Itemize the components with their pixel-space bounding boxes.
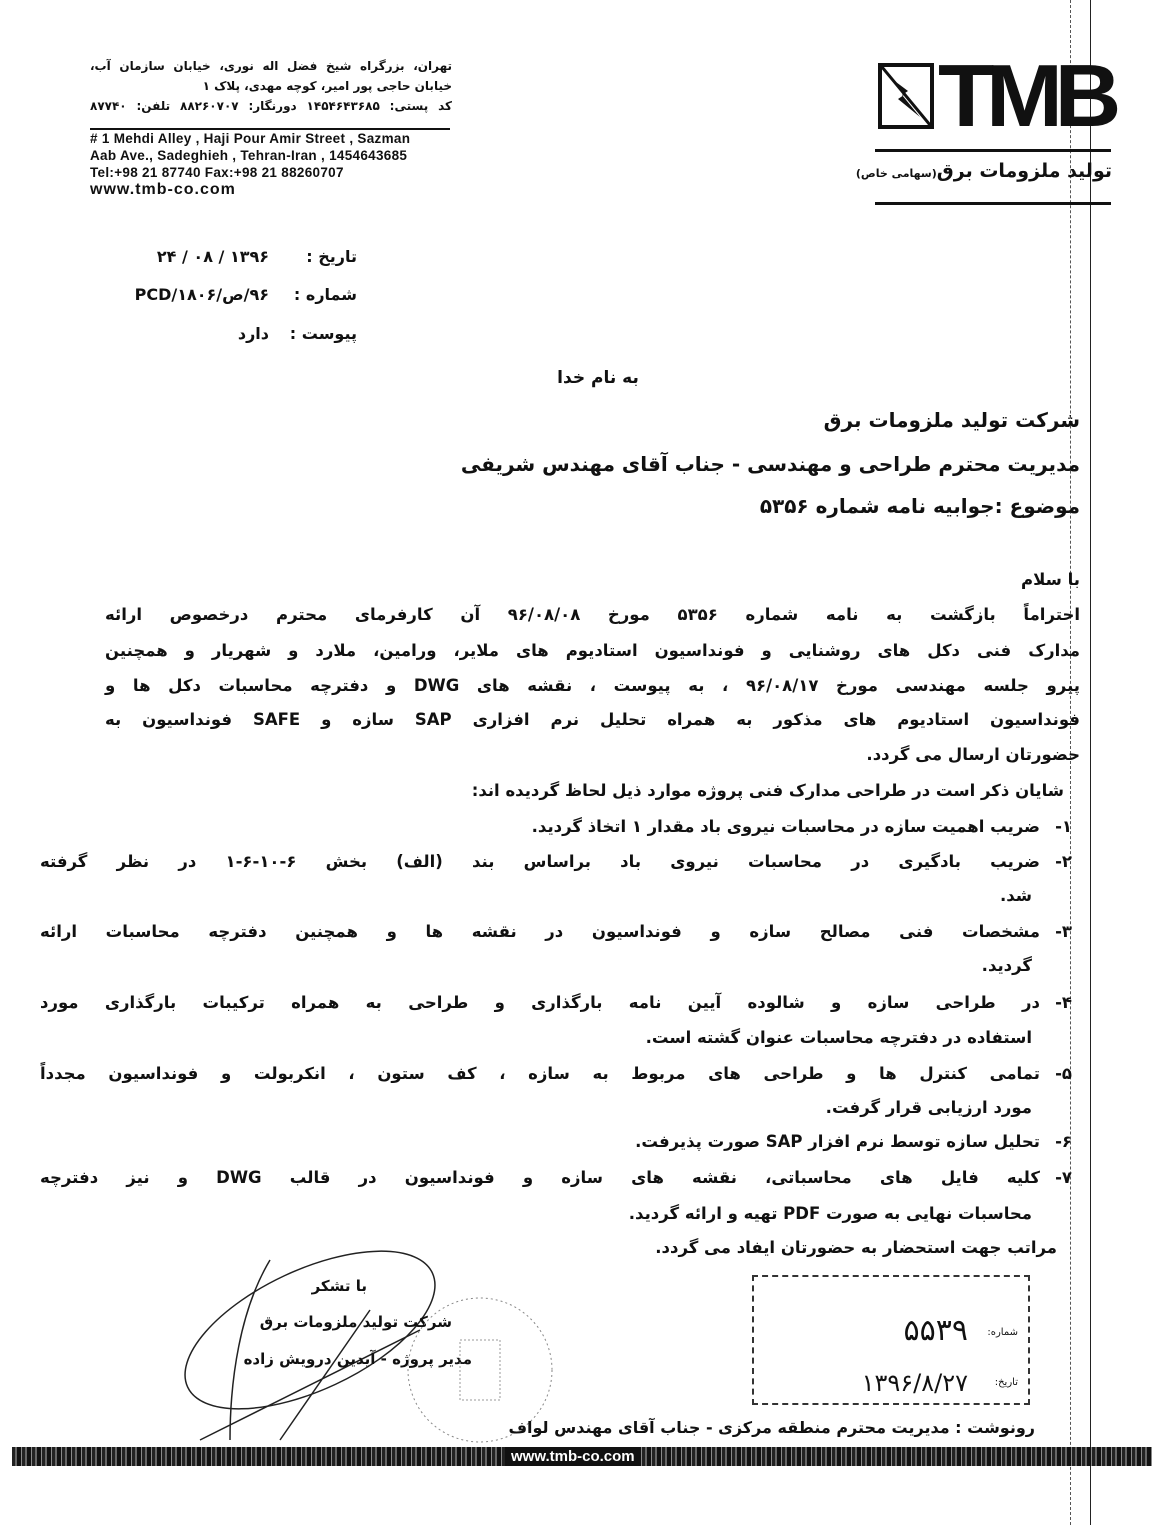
item-line: کلیه فایل های محاسباتی، نقشه های سازه و فونداسیون در قالب DWG و نیز دفترچه [40, 1168, 1040, 1187]
number-row [135, 285, 357, 304]
company-name-text: تولید ملزومات برق [936, 160, 1112, 182]
recipient-company: شرکت تولید ملزومات برق [823, 408, 1080, 432]
item-number: ۱- [1055, 817, 1072, 836]
contact-line: Tel:+98 21 87740 Fax:+98 21 88260707 [90, 165, 344, 180]
subject: موضوع :جوابیه نامه شماره ۵۳۵۶ [759, 494, 1080, 518]
company-logo: TMB [938, 46, 1113, 145]
address-line: کد پستی: ۱۴۵۴۶۴۳۶۸۵ دورنگار: ۸۸۲۶۰۷۰۷ تلفن: ۸۷۷۴۰ [90, 99, 452, 113]
attachment-row [238, 324, 357, 343]
date-row [157, 247, 357, 266]
item-line: گردید. [981, 956, 1032, 975]
footer-website: www.tmb-co.com [505, 1447, 641, 1466]
greeting: با سلام [1021, 570, 1080, 589]
body-line: مدارک فنی دکل های روشنایی و فونداسیون استادیوم های ملایر، ورامین، ملارد و شهریار و همچنین [105, 641, 1080, 660]
attachment-value: دارد [237, 324, 269, 343]
item-number: ۳- [1055, 922, 1072, 941]
body-line: حضورتان ارسال می گردد. [866, 745, 1080, 764]
item-line: مورد ارزیابی قرار گرفت. [825, 1098, 1032, 1117]
body-line: احتراماً بازگشت به نامه شماره ۵۳۵۶ مورخ ۹۶/۰۸/۰۸ آن کارفرمای محترم درخصوص ارائه [105, 605, 1080, 624]
item-number: ۴- [1055, 993, 1072, 1012]
item-line: ضریب اهمیت سازه در محاسبات نیروی باد مقدار ۱ اتخاذ گردید. [531, 817, 1040, 836]
address-line: # 1 Mehdi Alley , Haji Pour Amir Street , Sazman [90, 131, 411, 146]
address-line: Aab Ave., Sadeghieh , Tehran-Iran , 1454643685 [90, 148, 408, 163]
date-value: ۱۳۹۶ / ۰۸ / ۲۴ [156, 247, 269, 266]
item-number: ۷- [1055, 1168, 1072, 1187]
address-line: تهران، بزرگراه شیخ فضل اله نوری، خیابان سازمان آب، [90, 59, 452, 73]
address-persian [90, 56, 452, 116]
item-line: ضریب بادگیری در محاسبات نیروی باد براساس بند (الف) بخش ۶-۱۰-۶-۱ در نظر گرفته [40, 852, 1041, 871]
cc-line: رونوشت : مدیریت محترم منطقه مرکزی - جناب آقای مهندس لواف [508, 1418, 1035, 1437]
stamp-number-label: شماره: [987, 1327, 1018, 1338]
item-line: مشخصات فنی مصالح سازه و فونداسیون در نقشه ها و همچنین دفترچه محاسبات ارائه [40, 922, 1040, 941]
lightning-logo-icon [878, 63, 934, 129]
received-stamp [752, 1275, 1030, 1405]
item-line: استفاده در دفترچه محاسبات عنوان گشته است. [645, 1028, 1032, 1047]
date-label: تاریخ : [306, 247, 357, 266]
signature-company: شرکت تولید ملزومات برق [259, 1313, 452, 1331]
item-line: تمامی کنترل ها و طراحی های مربوط به سازه ، کف ستون ، انکربولت و فونداسیون مجدداً [40, 1064, 1040, 1083]
divider [875, 202, 1111, 205]
body-line: فونداسیون استادیوم های مذکور به همراه تحلیل نرم افزاری SAP سازه و SAFE فونداسیون به [105, 710, 1080, 729]
stamp-date: ۱۳۹۶/۸/۲۷ [861, 1369, 968, 1397]
item-number: ۵- [1055, 1064, 1072, 1083]
closing-line: مراتب جهت استحضار به حضورتان ایفاد می گردد. [655, 1238, 1057, 1257]
item-line: در طراحی سازه و شالوده آیین نامه بارگذاری و طراحی به همراه ترکیبات بارگذاری مورد [40, 993, 1040, 1012]
address-english [90, 130, 410, 198]
signature-signer: مدیر پروژه - آیدین درویش زاده [243, 1350, 472, 1368]
item-number: ۶- [1055, 1132, 1072, 1151]
recipient-person: مدیریت محترم طراحی و مهندسی - جناب آقای مهندس شریفی [460, 452, 1080, 476]
scan-line [1090, 0, 1092, 1525]
item-line: تحلیل سازه توسط نرم افزار SAP صورت پذیرفت. [635, 1132, 1040, 1151]
body-line: پیرو جلسه مهندسی مورخ ۹۶/۰۸/۱۷ ، به پیوست ، نقشه های DWG و دفترچه محاسبات دکل ها و [105, 676, 1080, 695]
address-line: خیابان حاجی پور امیر، کوچه مهدی، پلاک ۱ [202, 79, 452, 93]
company-type: (سهامی خاص) [855, 167, 937, 180]
stamp-date-label: تاریخ: [994, 1377, 1018, 1388]
item-line: شد. [999, 886, 1032, 905]
divider [875, 149, 1111, 152]
number-label: شماره : [293, 285, 357, 304]
number-value: ۹۶/ص/PCD/۱۸۰۶ [134, 285, 269, 304]
lead-line: شایان ذکر است در طراحی مدارک فنی پروژه موارد ذیل لحاظ گردیده اند: [471, 781, 1064, 800]
bismillah: به نام خدا [557, 368, 639, 388]
item-line: محاسبات نهایی به صورت PDF تهیه و ارائه گردید. [628, 1204, 1032, 1223]
signature-thanks: با تشکر [311, 1277, 367, 1295]
stamp-number: ۵۵۳۹ [903, 1313, 968, 1348]
website: www.tmb-co.com [90, 181, 236, 198]
item-number: ۲- [1055, 852, 1072, 871]
attachment-label: پیوست : [289, 324, 357, 343]
company-name [856, 160, 1112, 182]
